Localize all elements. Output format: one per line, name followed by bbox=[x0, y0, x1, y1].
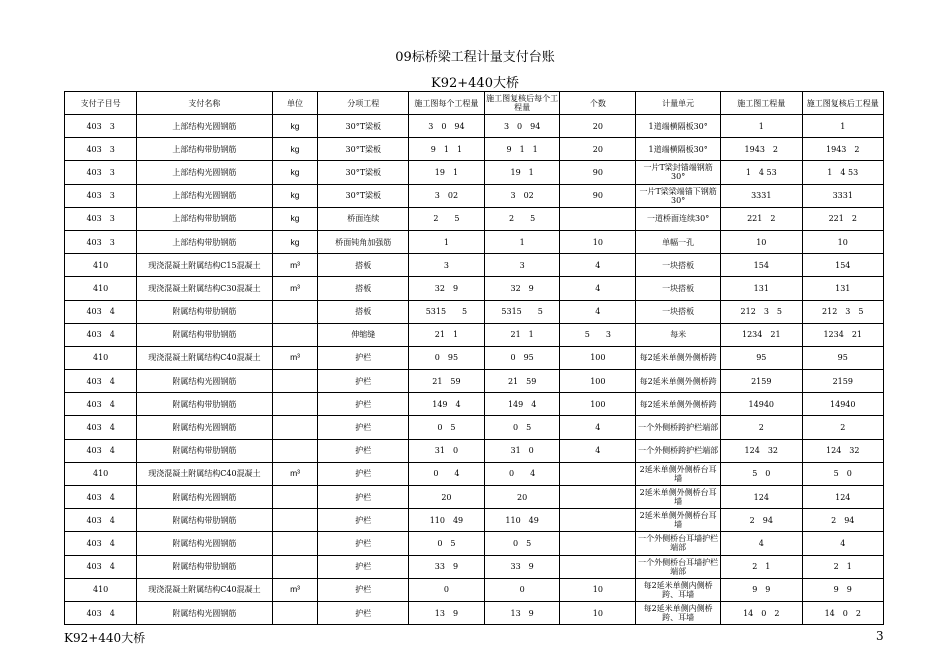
table-cell: 附属结构带肋钢筋 bbox=[137, 439, 272, 462]
table-cell: 100 bbox=[560, 346, 636, 369]
table-cell: 每2延米单侧外侧桥跨 bbox=[636, 346, 721, 369]
table-cell: m³ bbox=[272, 254, 318, 277]
table-cell: 上部结构带肋钢筋 bbox=[137, 230, 272, 253]
page-title: 09标桥梁工程计量支付台账 bbox=[395, 50, 555, 65]
table-cell: 410 bbox=[65, 462, 137, 485]
table-row bbox=[65, 393, 884, 416]
table-cell: 19 1 bbox=[484, 161, 560, 184]
table-cell: 21 59 bbox=[484, 370, 560, 393]
table-row bbox=[65, 115, 884, 138]
table-cell: 4 bbox=[802, 532, 884, 555]
column-header: 施工图复核后每个工程量 bbox=[484, 92, 560, 115]
table-cell: 桥面钝角加强筋 bbox=[318, 230, 409, 253]
table-cell bbox=[560, 207, 636, 230]
column-header: 支付名称 bbox=[137, 92, 272, 115]
table-row bbox=[65, 509, 884, 532]
table-cell: 19 1 bbox=[409, 161, 485, 184]
table-cell: m³ bbox=[272, 277, 318, 300]
table-cell: kg bbox=[272, 184, 318, 207]
column-header: 施工图每个工程量 bbox=[409, 92, 485, 115]
table-cell bbox=[272, 416, 318, 439]
table-cell: 2延米单侧外侧桥台耳墙 bbox=[636, 486, 721, 509]
table-cell: 2延米单侧外侧桥台耳墙 bbox=[636, 509, 721, 532]
table-cell: 154 bbox=[802, 254, 884, 277]
table-cell: 一个外侧桥台耳墙护栏端部 bbox=[636, 532, 721, 555]
table-cell: 9 1 1 bbox=[409, 138, 485, 161]
table-cell bbox=[272, 532, 318, 555]
table-cell: 现浇混凝土附属结构C40混凝土 bbox=[137, 346, 272, 369]
table-cell: 护栏 bbox=[318, 532, 409, 555]
table-cell: 护栏 bbox=[318, 555, 409, 578]
table-cell: kg bbox=[272, 230, 318, 253]
table-cell: 2 94 bbox=[802, 509, 884, 532]
table-cell: 131 bbox=[802, 277, 884, 300]
table-cell: 0 bbox=[409, 578, 485, 601]
table-cell: 搭板 bbox=[318, 300, 409, 323]
table-cell: 403 3 bbox=[65, 138, 137, 161]
column-header: 分项工程 bbox=[318, 92, 409, 115]
table-row bbox=[65, 462, 884, 485]
table-cell: 3 0 94 bbox=[484, 115, 560, 138]
table-cell: 附属结构带肋钢筋 bbox=[137, 393, 272, 416]
table-cell: 4 bbox=[560, 439, 636, 462]
table-cell: 护栏 bbox=[318, 601, 409, 624]
table-cell: 100 bbox=[560, 370, 636, 393]
table-cell: 上部结构光圆钢筋 bbox=[137, 115, 272, 138]
table-cell: 桥面连续 bbox=[318, 207, 409, 230]
table-cell: 403 3 bbox=[65, 161, 137, 184]
table-cell: 0 5 bbox=[484, 416, 560, 439]
table-cell: 0 5 bbox=[409, 416, 485, 439]
footer-bridge-name: K92+440大桥 bbox=[64, 631, 146, 645]
table-row bbox=[65, 346, 884, 369]
table-cell: 搭板 bbox=[318, 277, 409, 300]
table-cell: 每2延米单侧内侧桥跨、耳墙 bbox=[636, 601, 721, 624]
ledger-table bbox=[64, 91, 884, 625]
table-cell: 5315 5 bbox=[409, 300, 485, 323]
table-cell: 附属结构光圆钢筋 bbox=[137, 416, 272, 439]
table-cell bbox=[560, 462, 636, 485]
table-cell: 3 02 bbox=[409, 184, 485, 207]
table-cell: 221 2 bbox=[721, 207, 802, 230]
table-cell: 护栏 bbox=[318, 393, 409, 416]
table-cell: 131 bbox=[721, 277, 802, 300]
table-cell: 伸缩缝 bbox=[318, 323, 409, 346]
table-cell: 3331 bbox=[721, 184, 802, 207]
table-cell: 403 4 bbox=[65, 323, 137, 346]
table-cell: 每2延米单侧外侧桥跨 bbox=[636, 370, 721, 393]
table-cell: 附属结构光圆钢筋 bbox=[137, 601, 272, 624]
table-cell bbox=[560, 509, 636, 532]
table-cell: 1 4 53 bbox=[721, 161, 802, 184]
table-cell: kg bbox=[272, 207, 318, 230]
table-row bbox=[65, 323, 884, 346]
table-cell bbox=[272, 439, 318, 462]
table-row bbox=[65, 184, 884, 207]
table-cell: 33 9 bbox=[484, 555, 560, 578]
table-cell: 3331 bbox=[802, 184, 884, 207]
table-cell: 403 3 bbox=[65, 207, 137, 230]
table-cell: 3 bbox=[484, 254, 560, 277]
table-row bbox=[65, 601, 884, 624]
table-cell: 90 bbox=[560, 184, 636, 207]
footer-page-number: 3 bbox=[876, 629, 884, 643]
table-cell: 10 bbox=[802, 230, 884, 253]
table-cell: 每2延米单侧外侧桥跨 bbox=[636, 393, 721, 416]
table-cell bbox=[272, 300, 318, 323]
table-cell: 一个外侧桥跨护栏端部 bbox=[636, 439, 721, 462]
table-cell: 上部结构带肋钢筋 bbox=[137, 138, 272, 161]
table-row bbox=[65, 416, 884, 439]
page-subtitle: K92+440大桥 bbox=[431, 76, 519, 91]
table-cell: 20 bbox=[560, 115, 636, 138]
table-cell: kg bbox=[272, 161, 318, 184]
table-cell: 上部结构带肋钢筋 bbox=[137, 207, 272, 230]
table-row bbox=[65, 578, 884, 601]
table-cell: 403 4 bbox=[65, 300, 137, 323]
table-cell: 1 bbox=[802, 115, 884, 138]
table-row bbox=[65, 532, 884, 555]
table-row bbox=[65, 138, 884, 161]
table-cell: 5 3 bbox=[560, 323, 636, 346]
table-cell: 30°T梁板 bbox=[318, 161, 409, 184]
table-cell: 单幅一孔 bbox=[636, 230, 721, 253]
table-cell: 30°T梁板 bbox=[318, 184, 409, 207]
table-cell: 护栏 bbox=[318, 462, 409, 485]
table-cell: 2延米单侧外侧桥台耳墙 bbox=[636, 462, 721, 485]
table-cell: 403 3 bbox=[65, 230, 137, 253]
table-cell bbox=[272, 370, 318, 393]
table-cell: 90 bbox=[560, 161, 636, 184]
table-cell: 4 bbox=[721, 532, 802, 555]
table-cell: 每2延米单侧内侧桥跨、耳墙 bbox=[636, 578, 721, 601]
table-cell: 2 1 bbox=[802, 555, 884, 578]
table-cell: 9 1 1 bbox=[484, 138, 560, 161]
table-cell bbox=[272, 509, 318, 532]
table-cell: 124 bbox=[721, 486, 802, 509]
table-cell: 9 9 bbox=[802, 578, 884, 601]
table-cell: 护栏 bbox=[318, 486, 409, 509]
table-cell: 护栏 bbox=[318, 439, 409, 462]
table-cell: 护栏 bbox=[318, 370, 409, 393]
table-cell: 124 bbox=[802, 486, 884, 509]
table-cell bbox=[560, 555, 636, 578]
table-cell: 2 1 bbox=[721, 555, 802, 578]
table-cell: 2 bbox=[802, 416, 884, 439]
table-cell: 0 95 bbox=[409, 346, 485, 369]
table-cell: 110 49 bbox=[409, 509, 485, 532]
table-cell bbox=[272, 601, 318, 624]
table-cell: 10 bbox=[560, 601, 636, 624]
table-cell: 403 4 bbox=[65, 532, 137, 555]
table-cell: 一块搭板 bbox=[636, 254, 721, 277]
table-cell: 附属结构光圆钢筋 bbox=[137, 486, 272, 509]
table-row bbox=[65, 277, 884, 300]
table-row bbox=[65, 254, 884, 277]
table-cell: 30°T梁板 bbox=[318, 138, 409, 161]
table-cell: 149 4 bbox=[484, 393, 560, 416]
table-cell: 护栏 bbox=[318, 578, 409, 601]
table-cell: 上部结构光圆钢筋 bbox=[137, 184, 272, 207]
table-cell bbox=[272, 323, 318, 346]
table-cell: 221 2 bbox=[802, 207, 884, 230]
table-cell: 上部结构光圆钢筋 bbox=[137, 161, 272, 184]
table-cell: 31 0 bbox=[484, 439, 560, 462]
table-cell: 212 3 5 bbox=[802, 300, 884, 323]
table-cell: 附属结构带肋钢筋 bbox=[137, 555, 272, 578]
table-cell: 0 95 bbox=[484, 346, 560, 369]
table-cell: 154 bbox=[721, 254, 802, 277]
table-cell: 一块搭板 bbox=[636, 277, 721, 300]
table-cell: 21 59 bbox=[409, 370, 485, 393]
table-cell: 100 bbox=[560, 393, 636, 416]
table-cell: 0 5 bbox=[484, 532, 560, 555]
table-row bbox=[65, 555, 884, 578]
table-cell: 2 5 bbox=[484, 207, 560, 230]
table-cell: 403 4 bbox=[65, 601, 137, 624]
table-cell: 3 0 94 bbox=[409, 115, 485, 138]
table-cell: 30°T梁板 bbox=[318, 115, 409, 138]
table-cell: 13 9 bbox=[409, 601, 485, 624]
table-cell: 1 bbox=[721, 115, 802, 138]
table-cell: 0 5 bbox=[409, 532, 485, 555]
table-cell: 403 3 bbox=[65, 184, 137, 207]
table-cell: 4 bbox=[560, 254, 636, 277]
table-cell: 4 bbox=[560, 277, 636, 300]
table-cell: 13 9 bbox=[484, 601, 560, 624]
table-cell: 附属结构光圆钢筋 bbox=[137, 532, 272, 555]
table-cell: 2159 bbox=[802, 370, 884, 393]
table-row bbox=[65, 300, 884, 323]
table-cell: 410 bbox=[65, 346, 137, 369]
table-cell: 403 4 bbox=[65, 393, 137, 416]
column-header: 施工图工程量 bbox=[721, 92, 802, 115]
table-cell: kg bbox=[272, 115, 318, 138]
table-cell: 9 9 bbox=[721, 578, 802, 601]
table-cell: 3 02 bbox=[484, 184, 560, 207]
table-cell: 1234 21 bbox=[802, 323, 884, 346]
table-cell: 110 49 bbox=[484, 509, 560, 532]
table-row bbox=[65, 370, 884, 393]
table-cell: 5 0 bbox=[802, 462, 884, 485]
table-cell bbox=[272, 486, 318, 509]
table-cell: 附属结构带肋钢筋 bbox=[137, 323, 272, 346]
table-cell: 附属结构带肋钢筋 bbox=[137, 300, 272, 323]
table-cell: 10 bbox=[560, 230, 636, 253]
table-cell bbox=[560, 532, 636, 555]
table-cell: 410 bbox=[65, 277, 137, 300]
table-row bbox=[65, 486, 884, 509]
table-cell: 一个外侧桥台耳墙护栏端部 bbox=[636, 555, 721, 578]
table-cell: 1 4 53 bbox=[802, 161, 884, 184]
table-cell: 一块搭板 bbox=[636, 300, 721, 323]
table-cell: 1234 21 bbox=[721, 323, 802, 346]
table-cell: 410 bbox=[65, 578, 137, 601]
table-cell: 124 32 bbox=[721, 439, 802, 462]
table-cell: 403 4 bbox=[65, 439, 137, 462]
table-cell: 20 bbox=[560, 138, 636, 161]
table-cell: 32 9 bbox=[409, 277, 485, 300]
table-cell: 20 bbox=[484, 486, 560, 509]
table-cell: 403 4 bbox=[65, 509, 137, 532]
table-cell: 10 bbox=[721, 230, 802, 253]
table-row bbox=[65, 161, 884, 184]
table-cell: 14940 bbox=[721, 393, 802, 416]
table-cell: 4 bbox=[560, 300, 636, 323]
table-cell: 95 bbox=[721, 346, 802, 369]
table-cell: 现浇混凝土附属结构C40混凝土 bbox=[137, 578, 272, 601]
column-header: 计量单元 bbox=[636, 92, 721, 115]
table-cell: 1 bbox=[484, 230, 560, 253]
table-cell: 403 4 bbox=[65, 416, 137, 439]
table-cell: 搭板 bbox=[318, 254, 409, 277]
table-cell: 护栏 bbox=[318, 509, 409, 532]
table-cell: 护栏 bbox=[318, 416, 409, 439]
table-cell: 1道端横隔板30° bbox=[636, 138, 721, 161]
table-cell: 410 bbox=[65, 254, 137, 277]
table-row bbox=[65, 439, 884, 462]
table-cell: 124 32 bbox=[802, 439, 884, 462]
table-cell: 1 bbox=[409, 230, 485, 253]
table-cell: 32 9 bbox=[484, 277, 560, 300]
table-cell: 33 9 bbox=[409, 555, 485, 578]
table-cell: m³ bbox=[272, 462, 318, 485]
table-cell: 14 0 2 bbox=[802, 601, 884, 624]
table-cell: 每米 bbox=[636, 323, 721, 346]
table-cell: 21 1 bbox=[409, 323, 485, 346]
column-header: 个数 bbox=[560, 92, 636, 115]
table-cell: m³ bbox=[272, 578, 318, 601]
table-cell: 一道桥面连续30° bbox=[636, 207, 721, 230]
table-cell bbox=[272, 393, 318, 416]
table-cell: 21 1 bbox=[484, 323, 560, 346]
column-header: 单位 bbox=[272, 92, 318, 115]
table-cell: 现浇混凝土附属结构C15混凝土 bbox=[137, 254, 272, 277]
table-cell: 403 4 bbox=[65, 555, 137, 578]
table-cell: 1943 2 bbox=[802, 138, 884, 161]
table-cell: 2159 bbox=[721, 370, 802, 393]
table-cell: 1943 2 bbox=[721, 138, 802, 161]
table-body bbox=[65, 115, 884, 625]
table-cell: 一片T梁梁端锚下钢筋30° bbox=[636, 184, 721, 207]
table-cell: 附属结构带肋钢筋 bbox=[137, 509, 272, 532]
table-cell: m³ bbox=[272, 346, 318, 369]
table-cell: 一个外侧桥跨护栏端部 bbox=[636, 416, 721, 439]
table-cell: 0 4 bbox=[409, 462, 485, 485]
table-cell: 20 bbox=[409, 486, 485, 509]
table-cell: 2 94 bbox=[721, 509, 802, 532]
table-cell: 5 0 bbox=[721, 462, 802, 485]
table-header-row bbox=[65, 92, 884, 115]
table-cell: 护栏 bbox=[318, 346, 409, 369]
table-cell: 10 bbox=[560, 578, 636, 601]
table-cell: 1道端横隔板30° bbox=[636, 115, 721, 138]
table-cell: 0 4 bbox=[484, 462, 560, 485]
table-row bbox=[65, 230, 884, 253]
table-cell: 31 0 bbox=[409, 439, 485, 462]
table-cell: 0 bbox=[484, 578, 560, 601]
table-cell: 4 bbox=[560, 416, 636, 439]
table-cell: 403 3 bbox=[65, 115, 137, 138]
table-cell: 3 bbox=[409, 254, 485, 277]
table-row bbox=[65, 207, 884, 230]
table-cell: 5315 5 bbox=[484, 300, 560, 323]
table-cell: kg bbox=[272, 138, 318, 161]
table-cell: 附属结构光圆钢筋 bbox=[137, 370, 272, 393]
table-cell: 现浇混凝土附属结构C30混凝土 bbox=[137, 277, 272, 300]
table-cell: 一片T梁封锚端钢筋30° bbox=[636, 161, 721, 184]
table-cell: 2 5 bbox=[409, 207, 485, 230]
table-cell: 403 4 bbox=[65, 370, 137, 393]
table-cell: 2 bbox=[721, 416, 802, 439]
table-cell: 95 bbox=[802, 346, 884, 369]
table-cell bbox=[272, 555, 318, 578]
table-cell: 现浇混凝土附属结构C40混凝土 bbox=[137, 462, 272, 485]
column-header: 施工图复核后工程量 bbox=[802, 92, 884, 115]
table-cell: 149 4 bbox=[409, 393, 485, 416]
table-cell: 14940 bbox=[802, 393, 884, 416]
table-cell: 403 4 bbox=[65, 486, 137, 509]
table-cell bbox=[560, 486, 636, 509]
table-cell: 212 3 5 bbox=[721, 300, 802, 323]
column-header: 支付子目号 bbox=[65, 92, 137, 115]
table-cell: 14 0 2 bbox=[721, 601, 802, 624]
